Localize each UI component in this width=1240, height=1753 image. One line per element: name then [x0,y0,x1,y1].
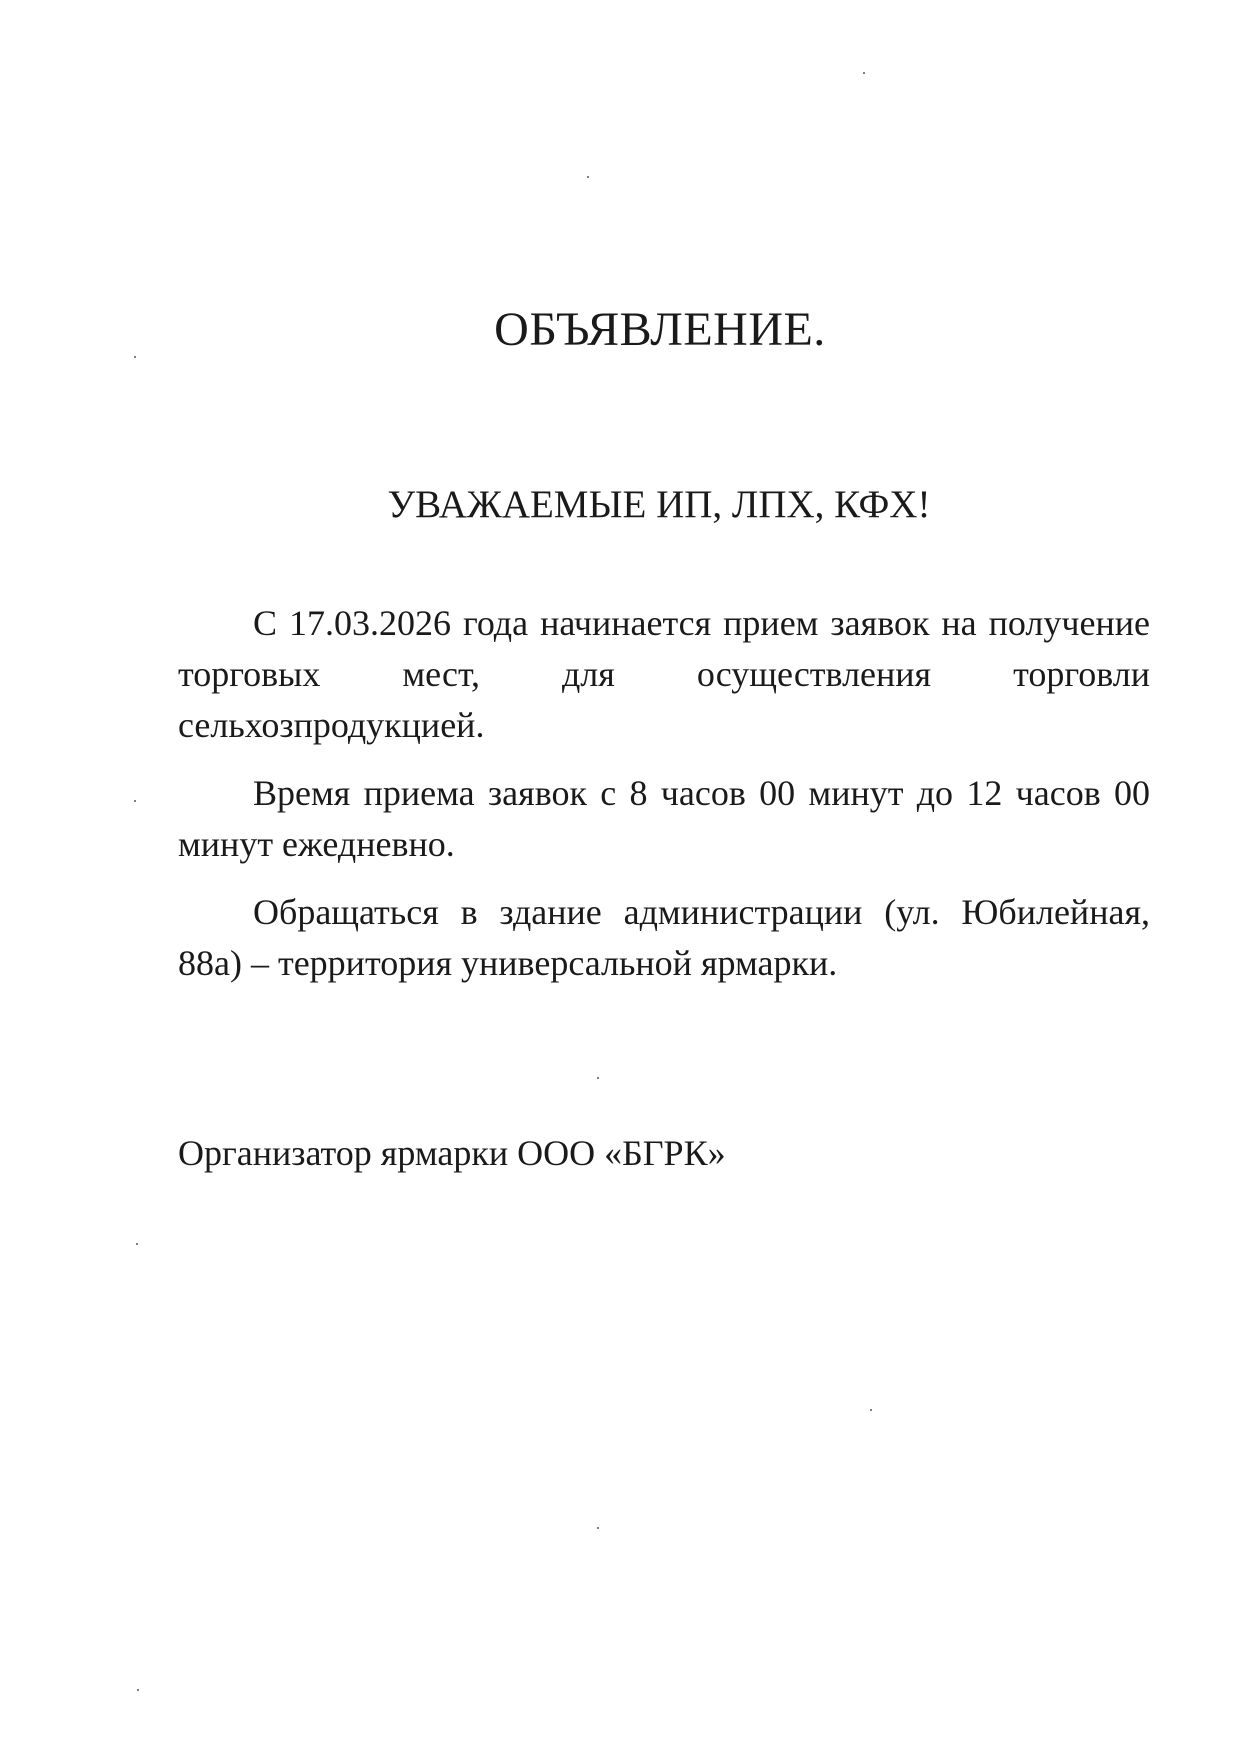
notice-paragraph-hours: Время приема заявок с 8 часов 00 минут до 12 часов 00 минут ежедневно. [178,773,1150,864]
notice-greeting: УВАЖАЕМЫЕ ИП, ЛПХ, КФХ! [387,483,931,526]
notice-paragraph-start-date: С 17.03.2026 года начинается прием заявок на получение торговых мест, для осуществления торговли сельхозпродукцией. [178,603,1150,745]
scan-speck [587,176,589,178]
notice-title: ОБЪЯВЛЕНИЕ. [494,303,826,356]
scan-speck [134,800,136,802]
notice-signature: Организатор ярмарки ООО «БГРК» [178,1133,726,1173]
scan-speck [863,72,865,74]
notice-body [178,598,1150,1006]
scan-speck [597,1077,599,1079]
scan-speck [137,1689,139,1691]
notice-paragraph-address: Обращаться в здание администрации (ул. Юбилейная, 88а) – территория универсальной ярмарки. [178,892,1150,983]
scan-speck [870,1409,872,1411]
scan-speck [136,1243,138,1245]
scan-speck [597,1527,599,1529]
